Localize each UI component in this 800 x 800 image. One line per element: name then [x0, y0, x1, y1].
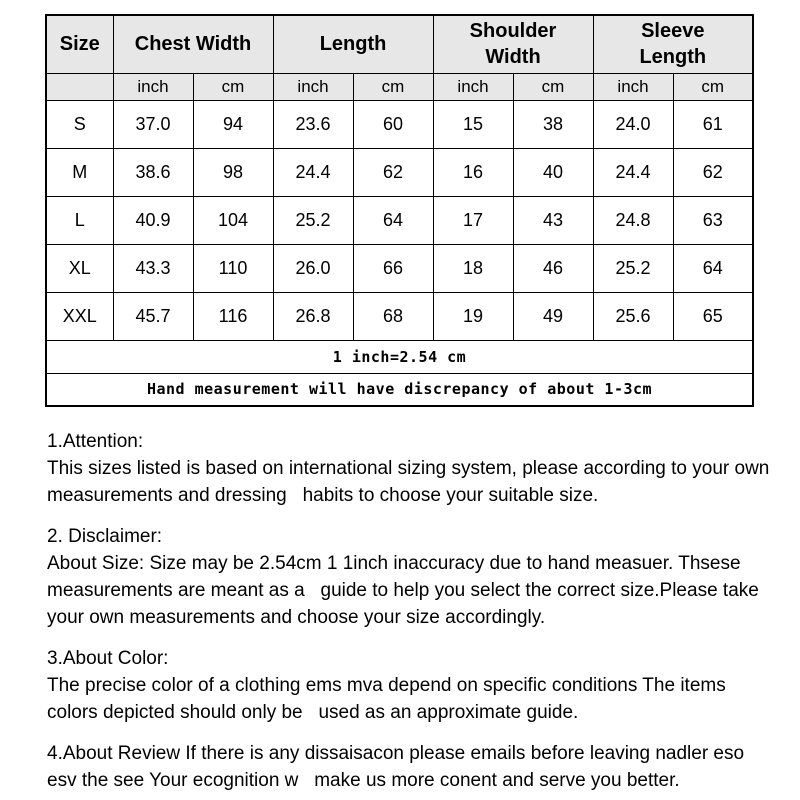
unit-cell: cm: [673, 73, 753, 100]
table-cell: 64: [673, 244, 753, 292]
table-cell: 66: [353, 244, 433, 292]
section-disclaimer: [47, 523, 773, 631]
table-cell: 43: [513, 196, 593, 244]
table-row-l: [46, 196, 753, 244]
hand-measurement-note: Hand measurement will have discrepancy of about 1-3cm: [46, 373, 753, 406]
table-cell: 46: [513, 244, 593, 292]
table-cell: 60: [353, 100, 433, 148]
header-cell-length: Length: [273, 15, 433, 73]
section-body: 4.About Review If there is any dissaisacon please emails before leaving nadler eso esv the see Your ecognition w make us more conent and serve you better.: [47, 743, 750, 791]
unit-cell: cm: [353, 73, 433, 100]
header-cell-size: Size: [46, 15, 113, 73]
table-cell: 24.4: [273, 148, 353, 196]
table-cell: 65: [673, 292, 753, 340]
table-note-row: [46, 340, 753, 373]
unit-cell: cm: [513, 73, 593, 100]
table-note-row: [46, 373, 753, 406]
table-cell: 61: [673, 100, 753, 148]
section-about-color: [47, 645, 773, 726]
section-body: About Size: Size may be 2.54cm 1 1inch inaccuracy due to hand measuer. Thsese measurements are meant as a guide to help you select the correct size.Please take your own measurements and choose your size accordingly.: [47, 553, 765, 628]
table-cell: 38.6: [113, 148, 193, 196]
header-cell-chest-width: Chest Width: [113, 15, 273, 73]
table-cell: 62: [353, 148, 433, 196]
table-cell: 25.6: [593, 292, 673, 340]
size-label: L: [46, 196, 113, 244]
table-cell: 26.0: [273, 244, 353, 292]
table-cell: 26.8: [273, 292, 353, 340]
table-cell: 23.6: [273, 100, 353, 148]
table-cell: 25.2: [593, 244, 673, 292]
size-chart-table: [45, 14, 754, 407]
table-cell: 19: [433, 292, 513, 340]
section-about-review: [47, 740, 773, 794]
section-heading: 1.Attention:: [47, 431, 144, 452]
header-label: Shoulder Width: [469, 20, 557, 69]
section-attention: [47, 428, 773, 509]
table-cell: 25.2: [273, 196, 353, 244]
table-cell: 110: [193, 244, 273, 292]
unit-cell-empty: [46, 73, 113, 100]
section-heading: 3.About Color:: [47, 648, 169, 669]
section-body: The precise color of a clothing ems mva depend on specific conditions The items colors depicted should only be used as an approximate guide.: [47, 675, 732, 723]
table-row-m: [46, 148, 753, 196]
table-row-xxl: [46, 292, 753, 340]
table-row-xl: [46, 244, 753, 292]
table-row-s: [46, 100, 753, 148]
header-label: Sleeve Length: [639, 20, 707, 69]
table-cell: 37.0: [113, 100, 193, 148]
table-cell: 40: [513, 148, 593, 196]
section-heading: 2. Disclaimer:: [47, 526, 163, 547]
unit-cell: inch: [433, 73, 513, 100]
table-cell: 63: [673, 196, 753, 244]
table-cell: 62: [673, 148, 753, 196]
header-cell-sleeve-length: [593, 15, 753, 73]
header-cell-shoulder-width: [433, 15, 593, 73]
size-label: XXL: [46, 292, 113, 340]
size-label: M: [46, 148, 113, 196]
table-cell: 68: [353, 292, 433, 340]
table-cell: 18: [433, 244, 513, 292]
size-label: XL: [46, 244, 113, 292]
table-cell: 64: [353, 196, 433, 244]
unit-cell: inch: [113, 73, 193, 100]
table-cell: 24.0: [593, 100, 673, 148]
table-cell: 104: [193, 196, 273, 244]
table-cell: 94: [193, 100, 273, 148]
table-cell: 116: [193, 292, 273, 340]
table-cell: 45.7: [113, 292, 193, 340]
table-cell: 17: [433, 196, 513, 244]
table-cell: 43.3: [113, 244, 193, 292]
table-cell: 24.8: [593, 196, 673, 244]
section-body: This sizes listed is based on international sizing system, please according to your own measurements and dressing habits to choose your suitable size.: [47, 458, 775, 506]
unit-cell: cm: [193, 73, 273, 100]
notes-area: [47, 428, 773, 800]
inch-conversion-note: 1 inch=2.54 cm: [46, 340, 753, 373]
table-cell: 16: [433, 148, 513, 196]
unit-cell: inch: [593, 73, 673, 100]
table-cell: 38: [513, 100, 593, 148]
unit-cell: inch: [273, 73, 353, 100]
table-cell: 40.9: [113, 196, 193, 244]
table-cell: 49: [513, 292, 593, 340]
header-row-units: [46, 73, 753, 100]
size-label: S: [46, 100, 113, 148]
table-cell: 24.4: [593, 148, 673, 196]
header-row-groups: [46, 15, 753, 73]
table-cell: 15: [433, 100, 513, 148]
table-cell: 98: [193, 148, 273, 196]
